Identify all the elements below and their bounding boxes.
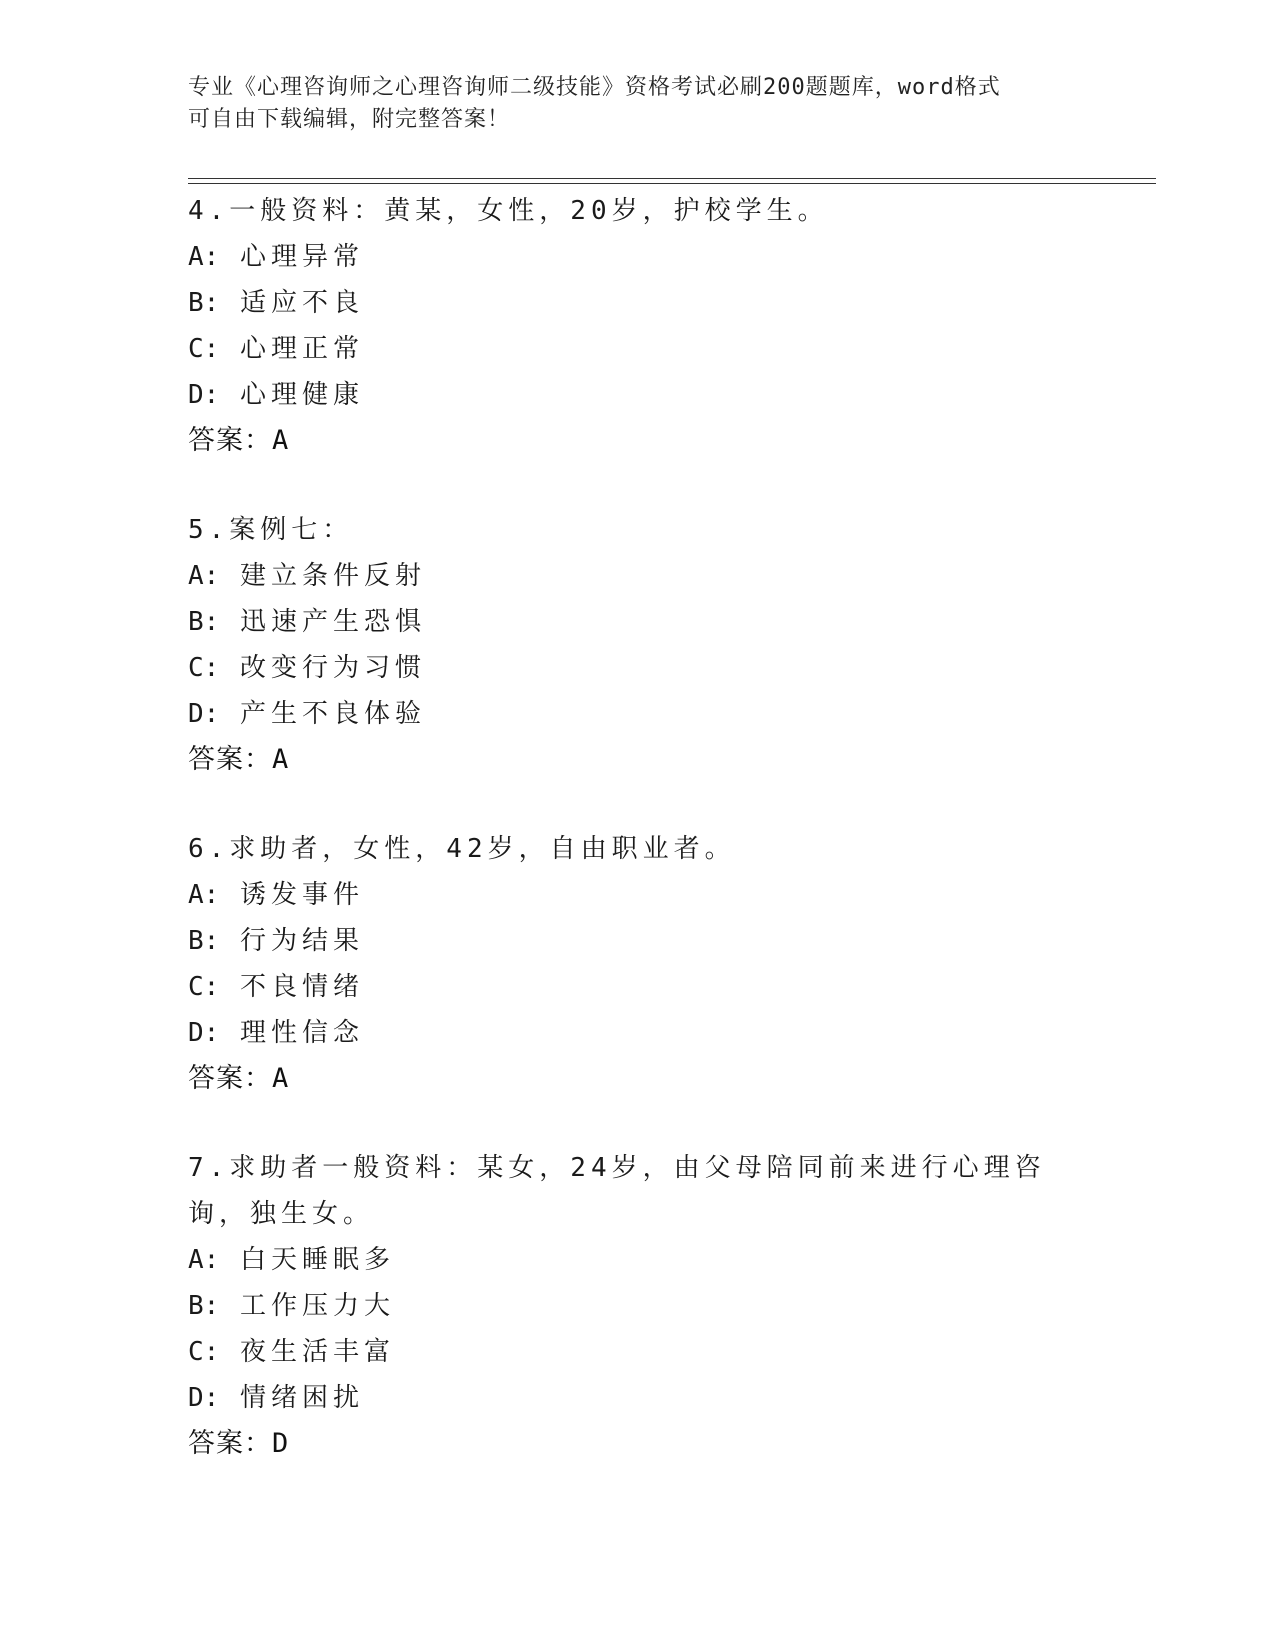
option-letter: C: bbox=[188, 972, 220, 1002]
question-stem: 4.一般资料：黄某，女性，20岁，护校学生。 bbox=[188, 196, 829, 226]
option-text: 心理异常 bbox=[239, 242, 364, 272]
option-letter: C: bbox=[188, 653, 220, 683]
document-header bbox=[188, 72, 1068, 136]
option-text: 建立条件反射 bbox=[239, 561, 426, 591]
option-text: 行为结果 bbox=[239, 926, 364, 956]
option-a bbox=[188, 234, 1068, 280]
option-a bbox=[188, 872, 1068, 918]
option-text: 适应不良 bbox=[239, 288, 364, 318]
option-letter: B: bbox=[188, 1291, 220, 1321]
option-letter: D: bbox=[188, 1383, 220, 1413]
header-divider-top bbox=[188, 178, 1156, 179]
option-letter: A: bbox=[188, 880, 220, 910]
option-c bbox=[188, 645, 1068, 691]
question-stem: 6.求助者，女性，42岁，自由职业者。 bbox=[188, 834, 736, 864]
option-text: 迅速产生恐惧 bbox=[239, 607, 426, 637]
question-stem: 7.求助者一般资料：某女，24岁，由父母陪同前来进行心理咨询，独生女。 bbox=[188, 1153, 1046, 1229]
option-letter: A: bbox=[188, 561, 220, 591]
option-letter: D: bbox=[188, 1018, 220, 1048]
answer-line: 答案：A bbox=[188, 744, 290, 775]
option-a bbox=[188, 553, 1068, 599]
option-text: 心理健康 bbox=[239, 380, 364, 410]
option-d bbox=[188, 691, 1068, 737]
answer-line: 答案：D bbox=[188, 1428, 290, 1459]
option-text: 心理正常 bbox=[239, 334, 364, 364]
question-stem: 5.案例七： bbox=[188, 515, 354, 545]
option-d bbox=[188, 1010, 1068, 1056]
option-letter: D: bbox=[188, 380, 220, 410]
option-letter: A: bbox=[188, 1245, 220, 1275]
option-text: 理性信念 bbox=[239, 1018, 364, 1048]
option-b bbox=[188, 280, 1068, 326]
answer-line: 答案：A bbox=[188, 425, 290, 456]
option-b bbox=[188, 1283, 1068, 1329]
option-letter: D: bbox=[188, 699, 220, 729]
header-line-2: 可自由下载编辑，附完整答案！ bbox=[188, 107, 511, 132]
option-d bbox=[188, 1375, 1068, 1421]
option-text: 诱发事件 bbox=[239, 880, 364, 910]
option-letter: B: bbox=[188, 607, 220, 637]
option-letter: B: bbox=[188, 288, 220, 318]
option-text: 白天睡眠多 bbox=[239, 1245, 395, 1275]
question-item bbox=[188, 1145, 1068, 1467]
option-letter: C: bbox=[188, 1337, 220, 1367]
question-list bbox=[188, 188, 1068, 1510]
question-item bbox=[188, 188, 1068, 464]
option-letter: B: bbox=[188, 926, 220, 956]
option-text: 不良情绪 bbox=[239, 972, 364, 1002]
option-b bbox=[188, 599, 1068, 645]
option-text: 夜生活丰富 bbox=[239, 1337, 395, 1367]
option-text: 改变行为习惯 bbox=[239, 653, 426, 683]
option-text: 情绪困扰 bbox=[239, 1383, 364, 1413]
header-divider-bottom bbox=[188, 183, 1156, 184]
option-c bbox=[188, 326, 1068, 372]
option-a bbox=[188, 1237, 1068, 1283]
option-c bbox=[188, 964, 1068, 1010]
option-text: 产生不良体验 bbox=[239, 699, 426, 729]
option-b bbox=[188, 918, 1068, 964]
option-text: 工作压力大 bbox=[239, 1291, 395, 1321]
option-letter: C: bbox=[188, 334, 220, 364]
answer-line: 答案：A bbox=[188, 1063, 290, 1094]
header-line-1: 专业《心理咨询师之心理咨询师二级技能》资格考试必刷200题题库，word格式 bbox=[188, 75, 1001, 100]
option-letter: A: bbox=[188, 242, 220, 272]
question-item bbox=[188, 507, 1068, 783]
option-d bbox=[188, 372, 1068, 418]
question-item bbox=[188, 826, 1068, 1102]
option-c bbox=[188, 1329, 1068, 1375]
